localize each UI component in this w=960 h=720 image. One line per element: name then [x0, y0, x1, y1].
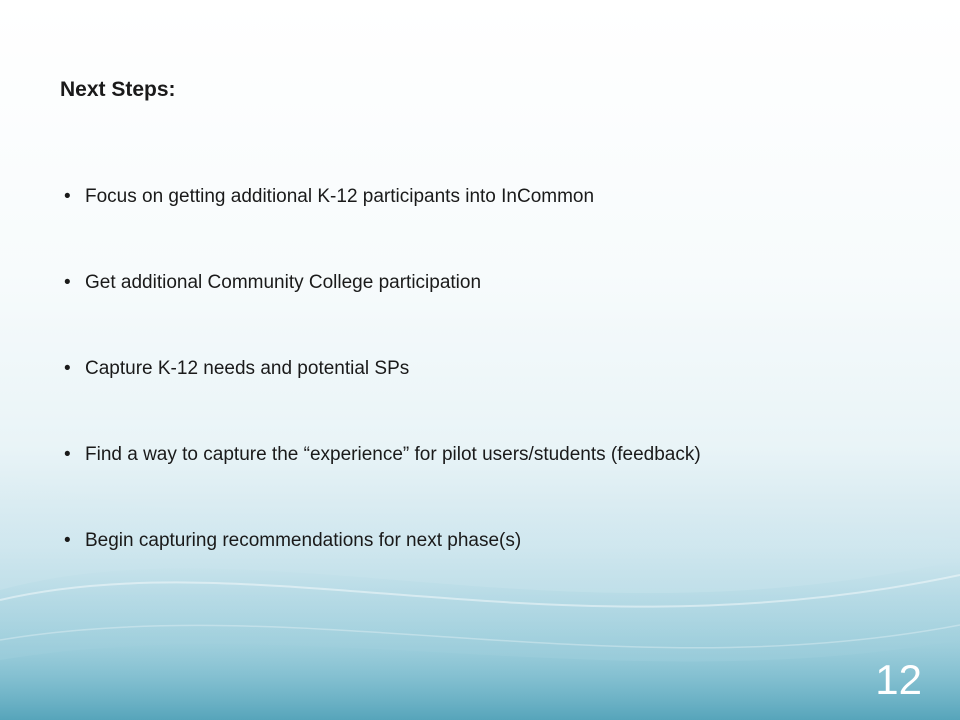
bullet-text: Get additional Community College participation	[85, 272, 482, 293]
slide-page-number: 12	[875, 656, 922, 703]
bullet-icon: •	[64, 530, 71, 551]
bullet-text: Capture K-12 needs and potential SPs	[85, 358, 410, 379]
bullet-text: Begin capturing recommendations for next phase(s)	[85, 530, 522, 551]
bullet-icon: •	[64, 186, 71, 207]
bullet-icon: •	[64, 358, 71, 379]
bullet-icon: •	[64, 444, 71, 465]
bullet-text: Focus on getting additional K-12 participants into InCommon	[85, 186, 595, 207]
bullet-text: Find a way to capture the “experience” for pilot users/students (feedback)	[85, 444, 701, 465]
slide-title: Next Steps:	[60, 78, 176, 101]
bullet-icon: •	[64, 272, 71, 293]
